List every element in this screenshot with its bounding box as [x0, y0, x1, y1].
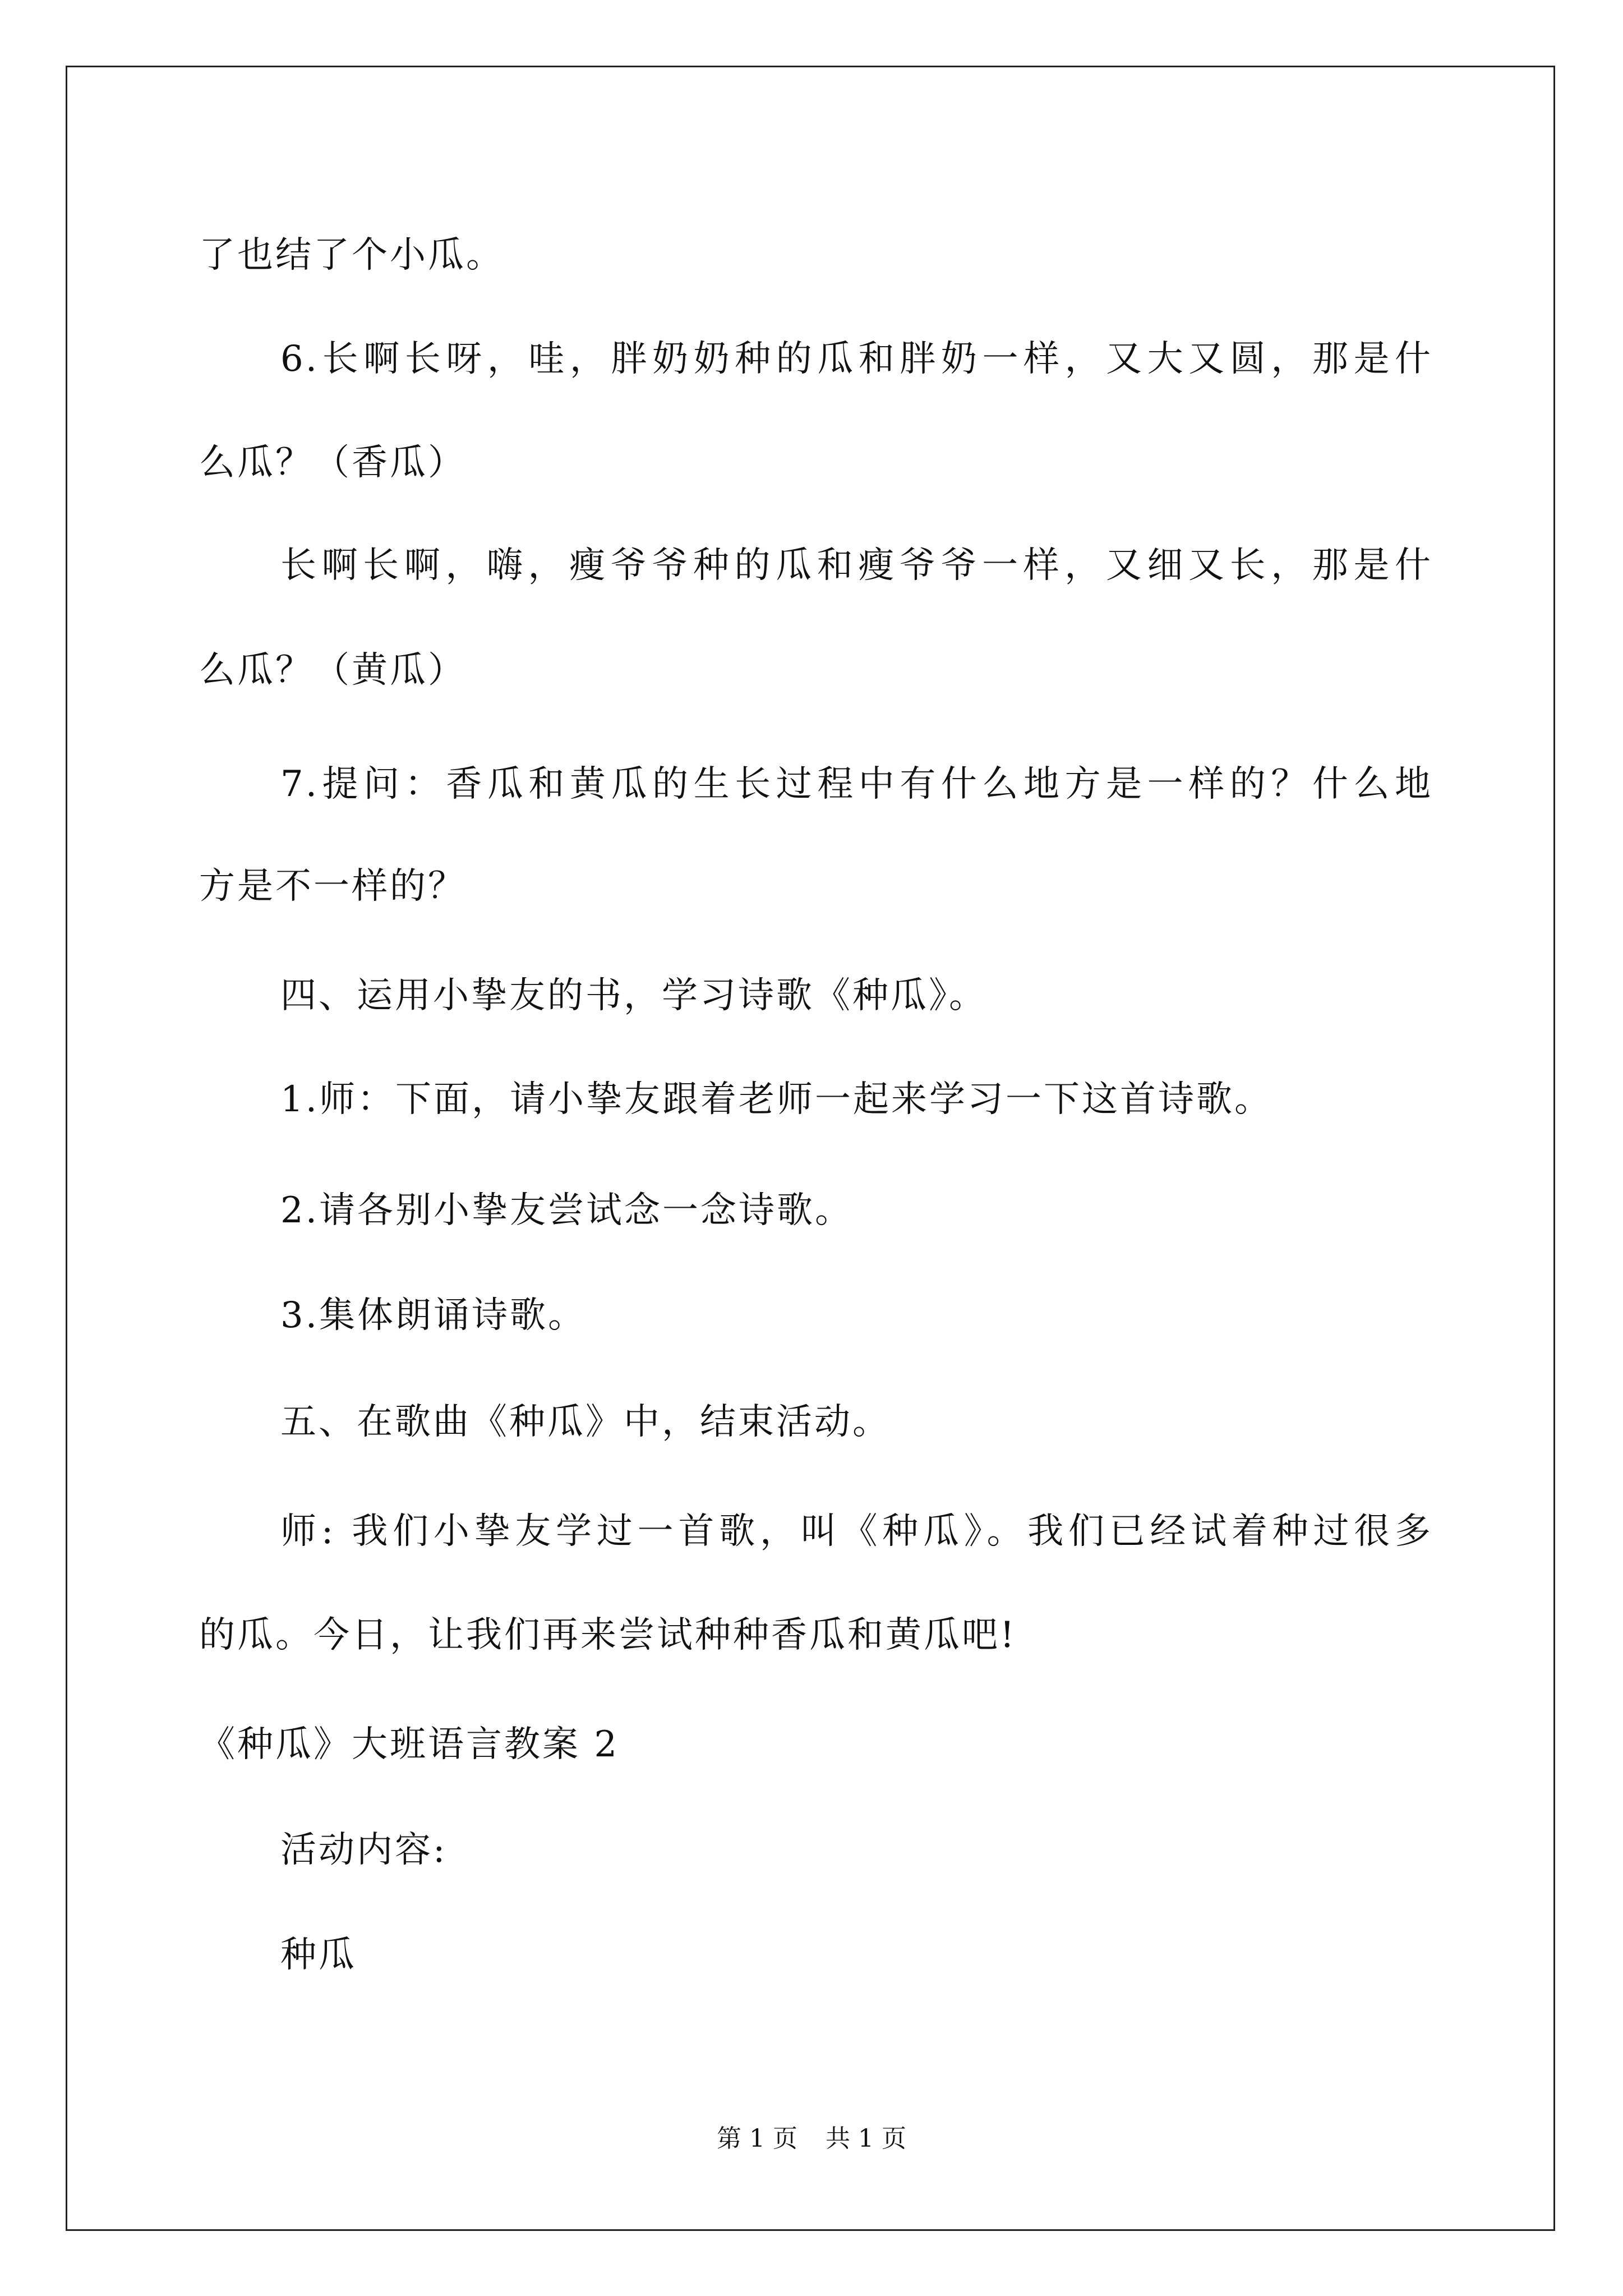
paragraph-line: 1.师：下面，请小挚友跟着老师一起来学习一下这首诗歌。 — [280, 1079, 1273, 1120]
paragraph-line: 的瓜。今日，让我们再来尝试种种香瓜和黄瓜吧! — [199, 1614, 1017, 1656]
page-border — [66, 66, 1555, 2231]
page-footer — [0, 2123, 1623, 2155]
paragraph-line: 6.长啊长呀，哇，胖奶奶种的瓜和胖奶一样，又大又圆，那是什 — [280, 338, 1433, 380]
paragraph-line: 长啊长啊，嗨，瘦爷爷种的瓜和瘦爷爷一样，又细又长，那是什 — [280, 545, 1433, 586]
paragraph-line: 了也结了个小瓜。 — [199, 234, 504, 276]
paragraph-line: 7.提问：香瓜和黄瓜的生长过程中有什么地方是一样的？什么地 — [280, 763, 1433, 805]
paragraph-line: 2.请各别小挚友尝试念一念诗歌。 — [280, 1190, 854, 1231]
paragraph-line: 么瓜？（香瓜） — [199, 442, 466, 484]
paragraph-line: 种瓜 — [280, 1934, 357, 1976]
paragraph-line: 3.集体朗诵诗歌。 — [280, 1295, 587, 1336]
page-total: 共 1 页 — [826, 2124, 906, 2153]
section-heading: 四、运用小挚友的书，学习诗歌《种瓜》。 — [280, 975, 987, 1016]
paragraph-line: 活动内容: — [280, 1829, 448, 1871]
paragraph-line: 么瓜？（黄瓜） — [199, 650, 466, 691]
lesson-title: 《种瓜》大班语言教案 2 — [199, 1724, 620, 1765]
section-heading: 五、在歌曲《种瓜》中，结束活动。 — [280, 1401, 891, 1443]
paragraph-line: 师: 我们小挚友学过一首歌，叫《种瓜》。我们已经试着种过很多 — [280, 1511, 1433, 1552]
page-number: 第 1 页 — [717, 2124, 797, 2153]
paragraph-line: 方是不一样的？ — [199, 866, 466, 907]
